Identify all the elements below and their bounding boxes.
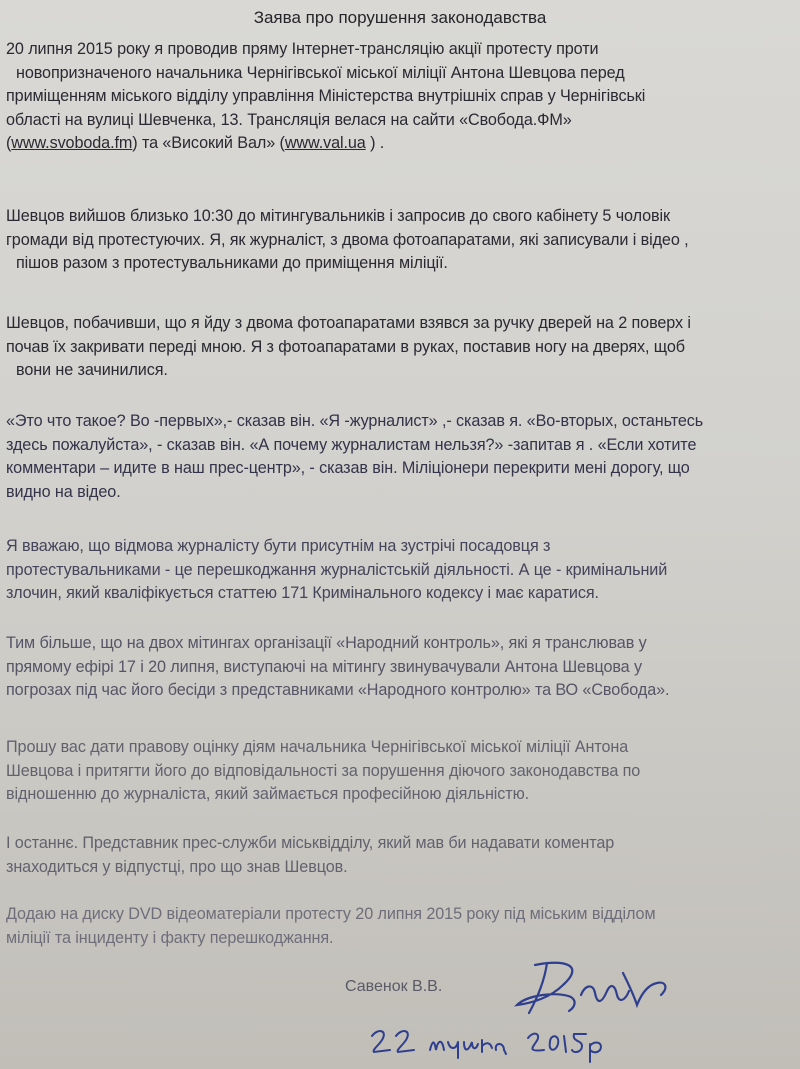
paragraph-line: приміщенням міського відділу управління Міністерства внутрішніх справ у Чернігівські (6, 87, 646, 106)
link-val[interactable]: www.val.ua (284, 134, 366, 153)
paragraph-line: «Это что такое? Во -первых»,- сказав він. «Я -журналист» ,- сказав я. «Во-вторых, останьтесь (6, 412, 704, 430)
paragraph-line: Шевцов, побачивши, що я йду з двома фотоапаратами взявся за ручку дверей на 2 поверх і (6, 314, 691, 332)
paragraph-line: Тим більше, що на двох мітингах організації «Народний контроль», які я транслював у (6, 634, 647, 652)
paragraph-7 (6, 736, 790, 807)
link-svoboda[interactable]: www.svoboda.fm (11, 134, 133, 153)
paragraph-line: Додаю на диску DVD відеоматеріали протесту 20 липня 2015 року під міським відділом (6, 905, 656, 923)
paragraph-line: міліції та інциденту і факту перешкоджання. (6, 928, 334, 947)
paragraph-line: знаходиться у відпустці, про що знав Шевцов. (6, 857, 348, 876)
paragraph-line: погрозах під час його бесіди з представниками «Народного контролю» та ВО «Свобода». (6, 681, 670, 700)
paragraph-8 (6, 832, 790, 879)
paragraph-line: вони не зачинилися. (16, 361, 168, 380)
links-line (6, 132, 790, 156)
document-title: Заява про порушення законодавства (253, 8, 547, 27)
paragraph-3 (6, 312, 790, 383)
paragraph-line: Шевцова і притягти його до відповідальності за порушення діючого законодавства по (6, 761, 641, 780)
paragraph-line: прямому ефірі 17 і 20 липня, виступаючі на мітингу звинувачували Антона Шевцова у (6, 657, 642, 676)
paragraph-9 (6, 903, 790, 950)
paragraph-line: відношенню до журналіста, який займається професійною діяльністю. (6, 785, 530, 804)
paragraph-line: І останнє. Представник прес-служби міськвідділу, який мав би надавати коментар (6, 834, 615, 852)
handwritten-signature (505, 955, 675, 1030)
paragraph-line: комментари – идите в наш прес-центр», - сказав він. Міліціонери перекрити мені дорогу, що (6, 459, 690, 478)
paragraph-4 (6, 410, 790, 504)
paragraph-line: здесь пожалуйста», - сказав він. «А почему журналистам нельзя?» -запитав я . «Если хотите (6, 435, 697, 454)
signer-name: Савенок В.В. (345, 978, 443, 995)
paragraph-line: пішов разом з протестувальниками до приміщення міліції. (16, 254, 448, 273)
paragraph-line: Я вважаю, що відмова журналісту бути присутнім на зустрічі посадовця з (6, 537, 551, 555)
links-mid-text: ) та «Високий Вал» ( (132, 134, 285, 153)
paragraph-6 (6, 632, 790, 703)
paragraph-line: області на вулиці Шевченка, 13. Трансляція велася на сайти «Свобода.ФМ» (6, 110, 572, 129)
paragraph-line: злочин, який кваліфікується статтею 171 Кримінального кодексу і має каратися. (6, 584, 599, 603)
paragraph-line: почав їх закривати переді мною. Я з фотоапаратами в руках, поставив ногу на дверях, щоб (6, 337, 685, 356)
paragraph-line: протестувальниками - це перешкоджання журналістській діяльності. А це - кримінальний (6, 560, 668, 579)
paragraph-2 (6, 205, 790, 276)
paragraph-line: новопризначеного начальника Чернігівської міської міліції Антона Шевцова перед (16, 63, 625, 82)
paragraph-1 (6, 38, 790, 156)
paragraph-5 (6, 535, 790, 606)
paragraph-line: Прошу вас дати правову оцінку діям начальника Чернігівської міської міліції Антона (6, 738, 629, 756)
paragraph-line: 20 липня 2015 року я проводив пряму Інтернет-трансляцію акції протесту проти (6, 40, 599, 58)
open-paren: ( (6, 134, 12, 153)
paragraph-line: Шевцов вийшов близько 10:30 до мітингувальників і запросив до свого кабінету 5 чоловік (6, 207, 670, 225)
handwritten-date (368, 1020, 618, 1068)
paragraph-line: громади від протестуючих. Я, як журналіст, з двома фотоапаратами, які записували і відео , (6, 230, 689, 249)
links-close-text: ) . (365, 134, 385, 153)
paragraph-line: видно на відео. (6, 482, 121, 501)
